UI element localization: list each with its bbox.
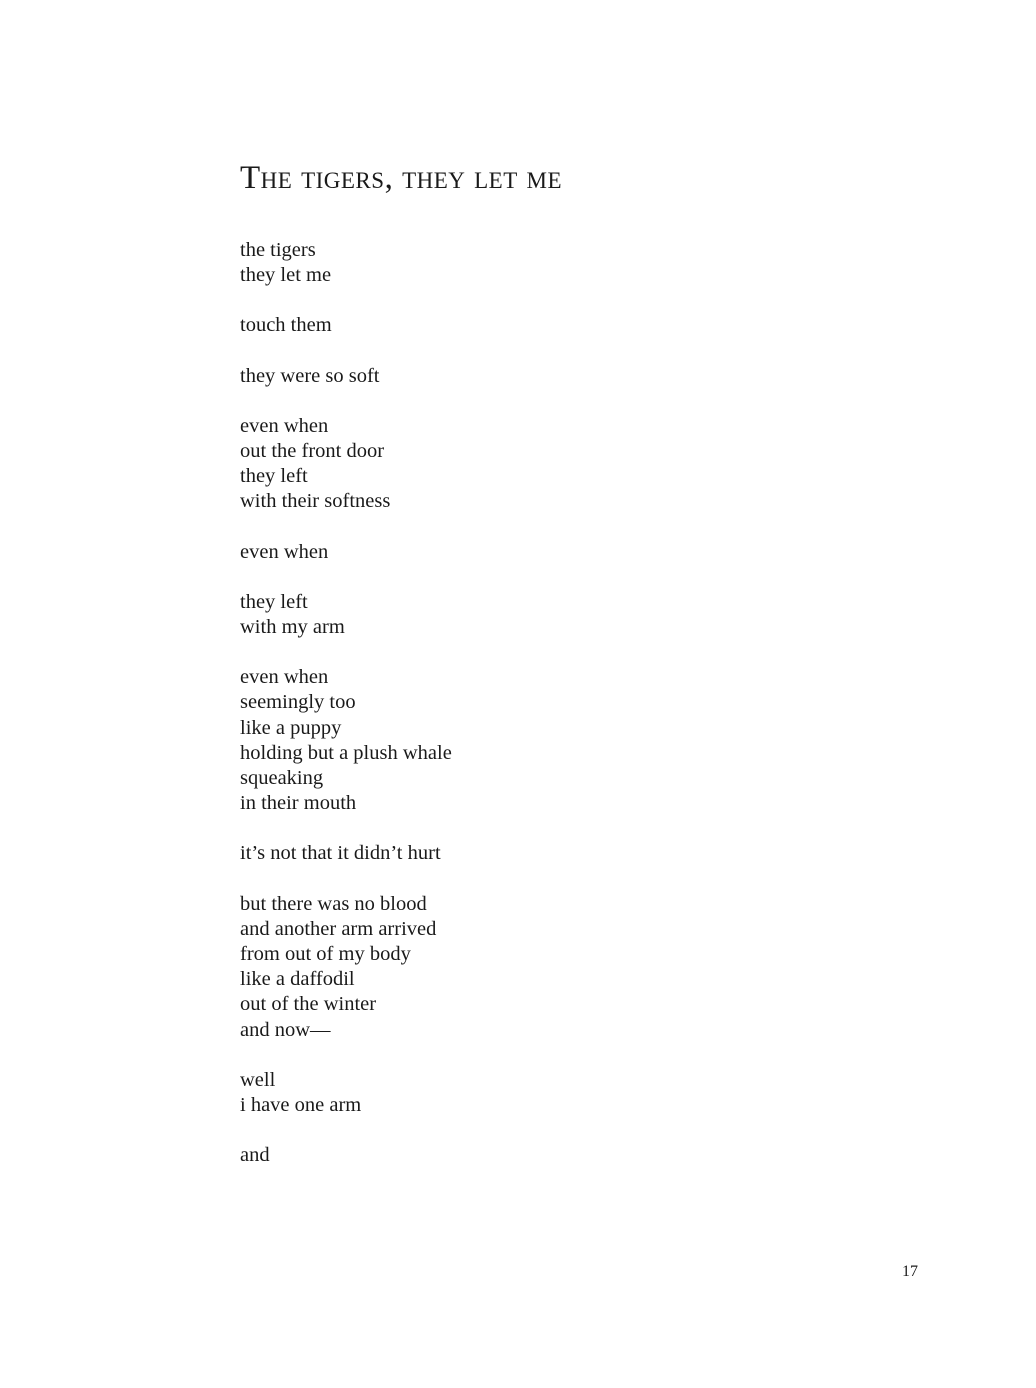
poem-line: well <box>240 1068 276 1091</box>
poem-line: even when <box>240 540 329 563</box>
poem-line: from out of my body <box>240 943 411 966</box>
poem-line: even when <box>240 414 329 437</box>
poem-line: with my arm <box>240 616 345 639</box>
poem-line: they were so soft <box>240 364 380 387</box>
poem-line: out the front door <box>240 440 385 463</box>
poem-line: and another arm arrived <box>240 917 437 940</box>
stanza-5 <box>240 540 840 565</box>
poem-line: like a daffodil <box>240 968 355 991</box>
poem-title: The tigers, they let me <box>240 160 563 196</box>
poem-line: but there was no blood <box>240 892 427 915</box>
poem-line: it’s not that it didn’t hurt <box>240 842 441 865</box>
poem-line: in their mouth <box>240 792 357 815</box>
stanza-9 <box>240 892 840 1043</box>
poem-line: with their softness <box>240 490 391 513</box>
poem-line: they left <box>240 465 308 488</box>
poem-line: out of the winter <box>240 993 377 1016</box>
poem-line: and now— <box>240 1018 331 1041</box>
poem-line: like a puppy <box>240 716 342 739</box>
poem-line: seemingly too <box>240 691 356 714</box>
poem-line: touch them <box>240 314 332 337</box>
poem-line: squeaking <box>240 767 324 790</box>
stanza-3 <box>240 364 840 389</box>
stanza-8 <box>240 841 840 866</box>
stanza-6 <box>240 590 840 640</box>
stanza-7 <box>240 665 840 816</box>
poem-line: i have one arm <box>240 1094 362 1117</box>
stanza-2 <box>240 313 840 338</box>
stanza-1 <box>240 238 840 288</box>
poem-line: the tigers <box>240 239 316 261</box>
poem-line: even when <box>240 666 329 689</box>
stanza-10 <box>240 1068 840 1118</box>
poem-line: and <box>240 1144 270 1167</box>
page-number: 17 <box>902 1263 918 1280</box>
poem-body <box>240 238 840 1193</box>
poem-line: they let me <box>240 264 332 287</box>
poem-line: holding but a plush whale <box>240 741 452 764</box>
stanza-4 <box>240 414 840 515</box>
poem-line: they left <box>240 590 308 613</box>
stanza-11 <box>240 1143 840 1168</box>
